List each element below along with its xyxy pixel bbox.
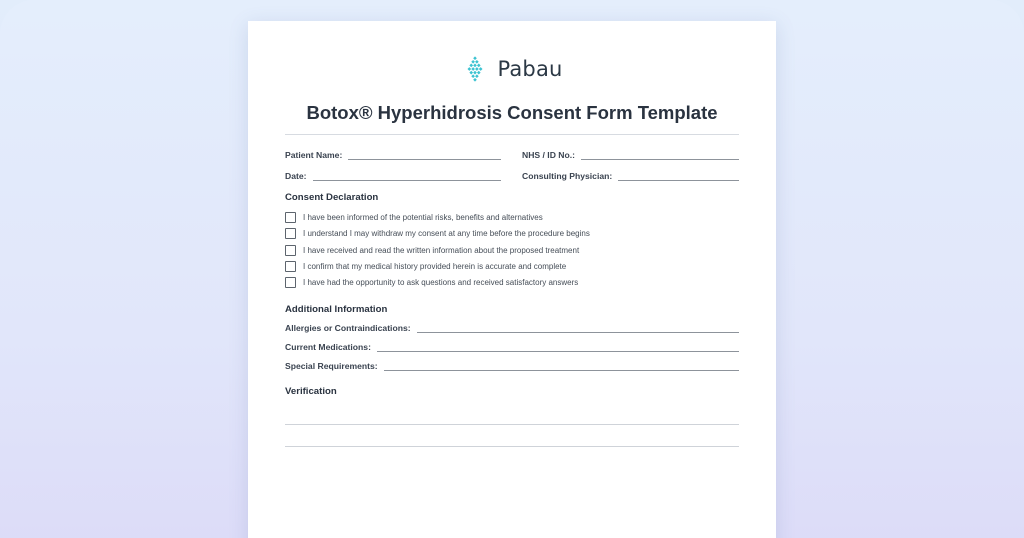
medications-field[interactable] bbox=[285, 342, 739, 352]
verification-heading: Verification bbox=[285, 386, 337, 397]
logo-dot bbox=[472, 60, 476, 64]
logo-dot bbox=[474, 78, 478, 82]
special-requirements-field[interactable] bbox=[285, 361, 739, 371]
consent-item-text: I confirm that my medical history provided herein is accurate and complete bbox=[303, 262, 567, 271]
consent-checkbox[interactable] bbox=[285, 245, 296, 256]
consent-checkbox[interactable] bbox=[285, 261, 296, 272]
logo-dot bbox=[479, 67, 483, 71]
nhs-id-label: NHS / ID No.: bbox=[522, 150, 575, 160]
consent-checkbox[interactable] bbox=[285, 277, 296, 288]
special-requirements-line[interactable] bbox=[384, 364, 739, 371]
logo-dot bbox=[470, 71, 474, 75]
consulting-physician-label: Consulting Physician: bbox=[522, 171, 613, 181]
logo-dot bbox=[477, 64, 481, 68]
consent-item[interactable] bbox=[285, 277, 578, 288]
date-field[interactable] bbox=[285, 171, 501, 181]
consent-checkbox[interactable] bbox=[285, 212, 296, 223]
logo-dot bbox=[475, 60, 479, 64]
consent-item-text: I have received and read the written information about the proposed treatment bbox=[303, 246, 580, 255]
logo-dot bbox=[472, 74, 476, 78]
logo-dot bbox=[474, 56, 478, 60]
allergies-field[interactable] bbox=[285, 323, 739, 333]
logo-dot bbox=[474, 71, 478, 75]
logo-dot bbox=[475, 74, 479, 78]
consulting-physician-field[interactable] bbox=[522, 171, 739, 181]
consent-item-text: I have had the opportunity to ask questions and received satisfactory answers bbox=[303, 278, 579, 287]
consent-item-text: I have been informed of the potential risks, benefits and alternatives bbox=[303, 213, 543, 222]
form-sheet bbox=[248, 21, 776, 538]
nhs-id-line[interactable] bbox=[581, 153, 739, 160]
patient-name-field[interactable] bbox=[285, 150, 501, 160]
title-divider bbox=[285, 134, 739, 135]
consent-item[interactable] bbox=[285, 212, 543, 223]
logo-dot bbox=[468, 67, 472, 71]
logo-dot bbox=[470, 64, 474, 68]
consent-checkbox[interactable] bbox=[285, 228, 296, 239]
consent-item[interactable] bbox=[285, 245, 579, 256]
nhs-id-field[interactable] bbox=[522, 150, 739, 160]
brand-logo bbox=[248, 55, 776, 83]
consent-item[interactable] bbox=[285, 228, 590, 239]
medications-label: Current Medications: bbox=[285, 342, 371, 352]
consent-heading: Consent Declaration bbox=[285, 192, 379, 203]
patient-name-label: Patient Name: bbox=[285, 150, 343, 160]
allergies-line[interactable] bbox=[417, 326, 739, 333]
logo-dot bbox=[472, 67, 476, 71]
additional-heading: Additional Information bbox=[285, 304, 388, 315]
diamond-dots-icon bbox=[461, 55, 489, 83]
consulting-physician-line[interactable] bbox=[618, 174, 739, 181]
verification-line[interactable] bbox=[285, 424, 739, 425]
medications-line[interactable] bbox=[377, 345, 739, 352]
verification-line[interactable] bbox=[285, 446, 739, 447]
logo-dot bbox=[474, 64, 478, 68]
consent-item[interactable] bbox=[285, 261, 566, 272]
logo-dot bbox=[477, 71, 481, 75]
logo-dot bbox=[475, 67, 479, 71]
patient-name-line[interactable] bbox=[348, 153, 501, 160]
brand-name: Pabau bbox=[497, 57, 563, 81]
allergies-label: Allergies or Contraindications: bbox=[285, 323, 411, 333]
date-label: Date: bbox=[285, 171, 307, 181]
consent-item-text: I understand I may withdraw my consent at any time before the procedure begins bbox=[303, 229, 590, 238]
date-line[interactable] bbox=[313, 174, 502, 181]
form-title: Botox® Hyperhidrosis Consent Form Template bbox=[306, 102, 718, 123]
special-requirements-label: Special Requirements: bbox=[285, 361, 378, 371]
